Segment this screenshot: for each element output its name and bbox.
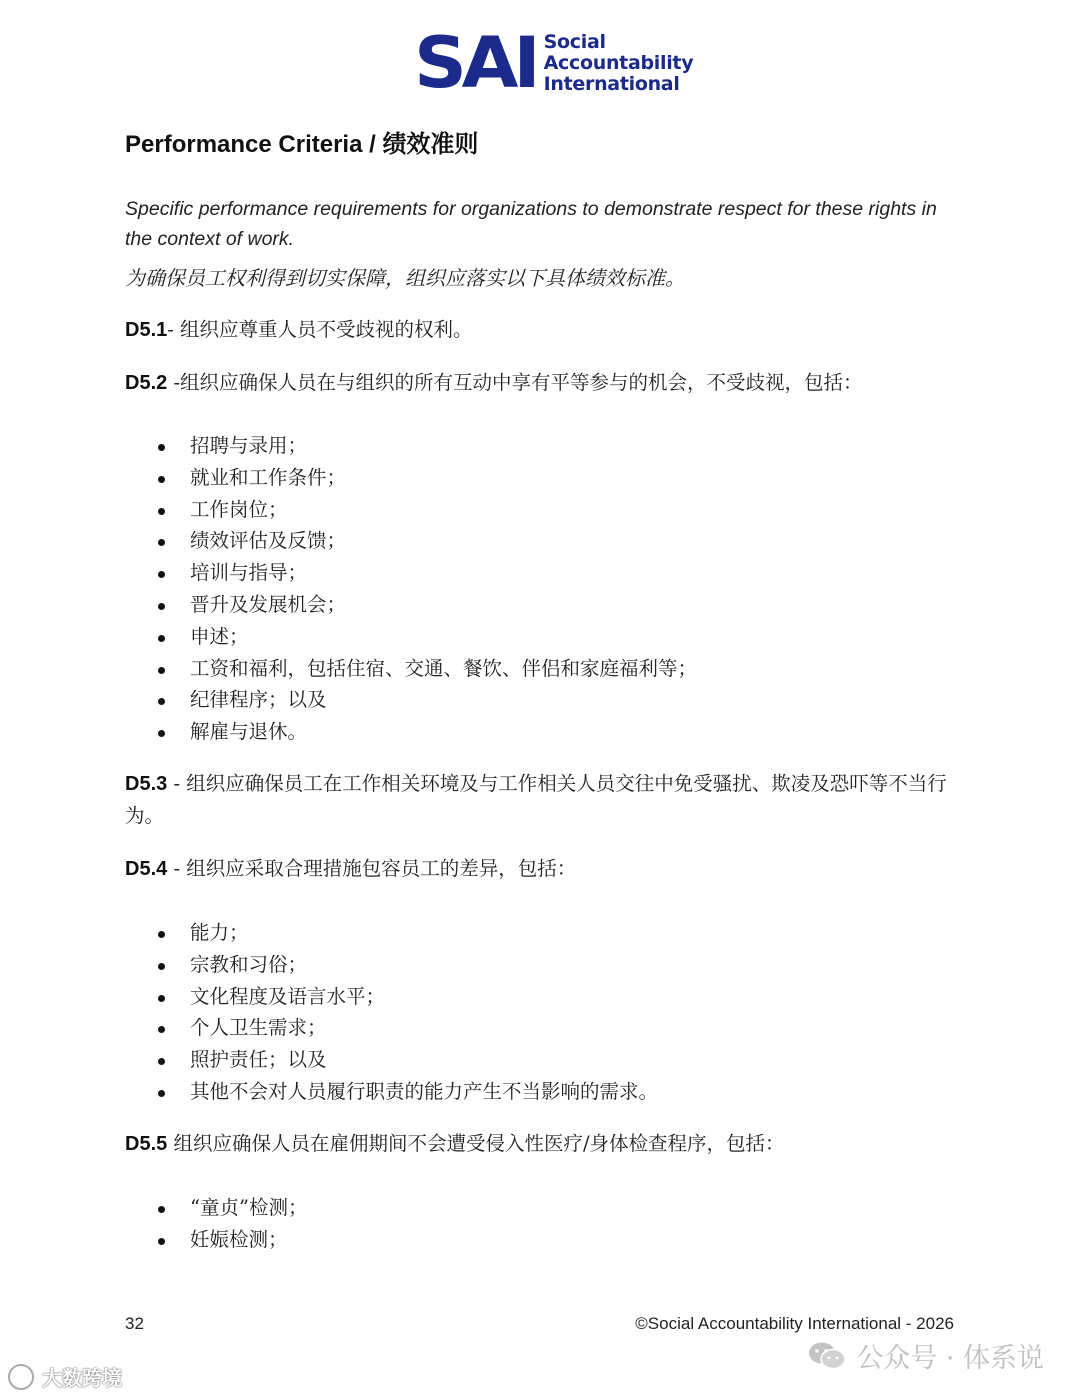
page-title: Performance Criteria / 绩效准则 bbox=[125, 131, 479, 158]
list-item: 宗教和习俗； bbox=[125, 949, 658, 981]
d52-list bbox=[125, 430, 697, 748]
watermark-left bbox=[8, 1362, 122, 1391]
list-item: 文化程度及语言水平； bbox=[125, 981, 658, 1013]
list-item: 个人卫生需求； bbox=[125, 1012, 658, 1044]
list-item: 照护责任；以及 bbox=[125, 1044, 658, 1076]
logo-word-social: Social bbox=[543, 30, 606, 53]
criterion-text: 组织应确保人员在雇佣期间不会遭受侵入性医疗/身体检查程序，包括： bbox=[167, 1132, 785, 1155]
criterion-code: D5.3 bbox=[125, 773, 168, 795]
list-item: 招聘与录用； bbox=[125, 430, 697, 462]
logo-word-international: International bbox=[543, 72, 680, 95]
criterion-code: D5.4 bbox=[125, 858, 168, 880]
watermark-right-text: 公众号 · 体系说 bbox=[856, 1343, 1044, 1374]
list-item: 纪律程序；以及 bbox=[125, 684, 697, 716]
criterion-d53 bbox=[125, 768, 955, 832]
list-item: 其他不会对人员履行职责的能力产生不当影响的需求。 bbox=[125, 1076, 658, 1108]
criterion-d52 bbox=[125, 367, 955, 399]
criterion-code: D5.5 bbox=[125, 1133, 168, 1155]
criterion-code: D5.2 bbox=[125, 372, 168, 394]
criterion-text: - 组织应尊重人员不受歧视的权利。 bbox=[167, 318, 473, 341]
page-number: 32 bbox=[125, 1314, 144, 1333]
logo-mark: SAI bbox=[414, 22, 536, 104]
list-item: 解雇与退休。 bbox=[125, 716, 697, 748]
intro-english: Specific performance requirements for organizations to demonstrate respect for these rights in the context of work. bbox=[125, 198, 937, 250]
d55-list bbox=[125, 1192, 307, 1256]
list-item: 晋升及发展机会； bbox=[125, 589, 697, 621]
logo-wordmark bbox=[544, 32, 694, 95]
list-item: 绩效评估及反馈； bbox=[125, 525, 697, 557]
footer-copyright: ©Social Accountability International - 2026 bbox=[635, 1314, 954, 1333]
list-item: 工作岗位； bbox=[125, 494, 697, 526]
list-item: 妊娠检测； bbox=[125, 1224, 307, 1256]
watermark-left-text: 大数跨境 bbox=[42, 1366, 122, 1390]
watermark-right bbox=[808, 1336, 1044, 1375]
logo-word-accountability: Accountability bbox=[543, 51, 694, 74]
list-item: 就业和工作条件； bbox=[125, 462, 697, 494]
criterion-code: D5.1 bbox=[125, 319, 168, 341]
list-item: 工资和福利，包括住宿、交通、餐饮、伴侣和家庭福利等； bbox=[125, 653, 697, 685]
list-item: 申述； bbox=[125, 621, 697, 653]
criterion-d55 bbox=[125, 1128, 955, 1160]
d54-list bbox=[125, 917, 658, 1108]
list-item: 能力； bbox=[125, 917, 658, 949]
sai-logo bbox=[414, 22, 694, 104]
criterion-text: - 组织应确保员工在工作相关环境及与工作相关人员交往中免受骚扰、欺凌及恐吓等不当行为。 bbox=[125, 772, 947, 827]
criterion-text: -组织应确保人员在与组织的所有互动中享有平等参与的机会，不受歧视，包括： bbox=[167, 371, 863, 394]
watermark-logo-icon bbox=[8, 1364, 34, 1390]
wechat-icon bbox=[808, 1341, 846, 1371]
list-item: “童贞”检测； bbox=[125, 1192, 307, 1224]
criterion-text: - 组织应采取合理措施包容员工的差异，包括： bbox=[167, 857, 577, 880]
criterion-d51 bbox=[125, 314, 955, 346]
criterion-d54 bbox=[125, 853, 955, 885]
intro-chinese: 为确保员工权利得到切实保障，组织应落实以下具体绩效标准。 bbox=[125, 266, 685, 290]
list-item: 培训与指导； bbox=[125, 557, 697, 589]
